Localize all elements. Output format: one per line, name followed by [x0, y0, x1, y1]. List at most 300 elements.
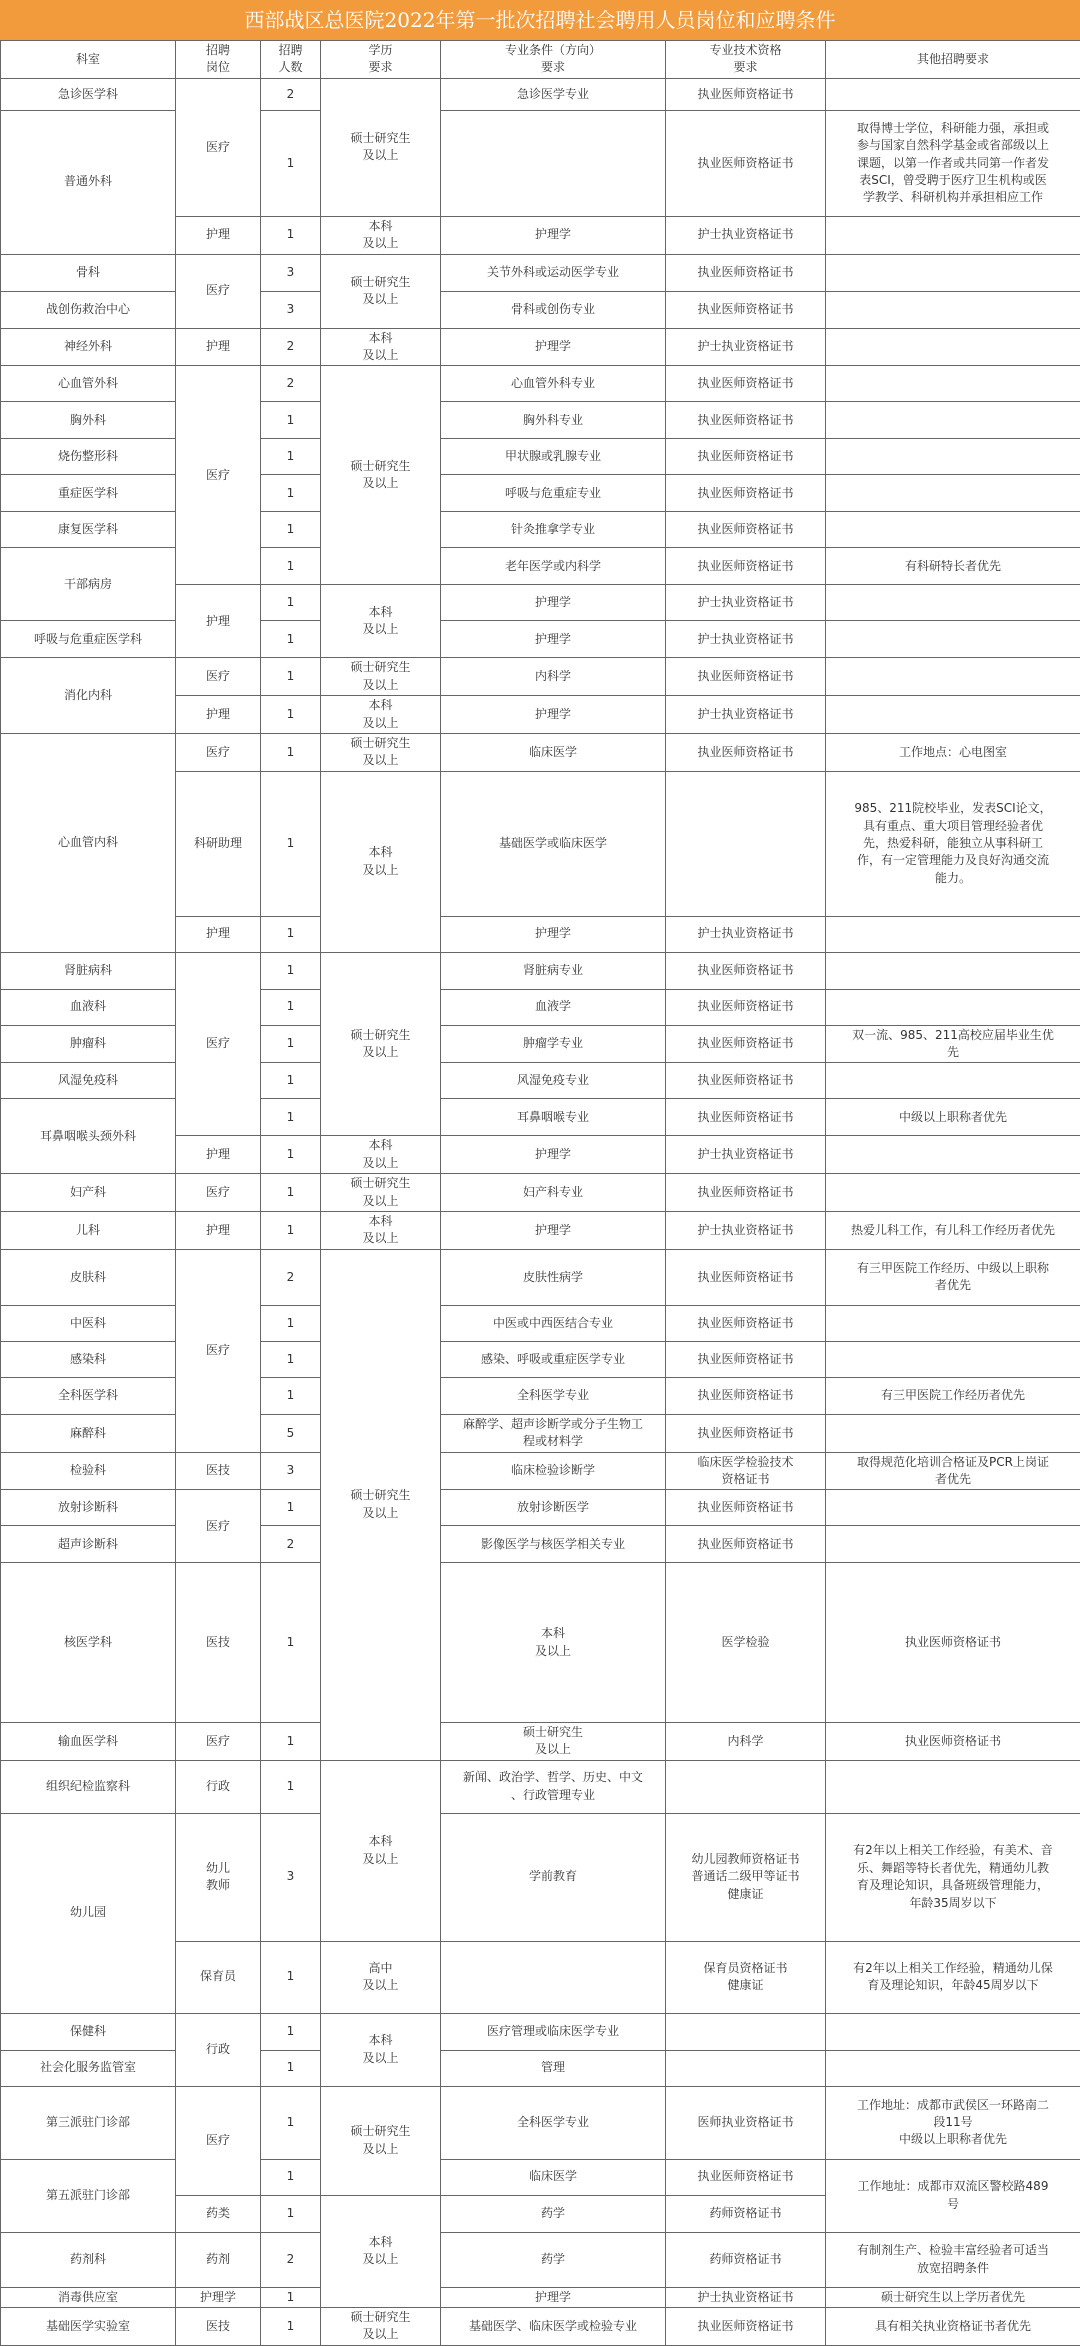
- post-cell: 护理学: [176, 2287, 261, 2307]
- major-cell: 护理学: [441, 621, 666, 658]
- table-row: [1, 1025, 1080, 1063]
- table-row: [1, 1526, 1080, 1563]
- qual-cell: 药师资格证书: [666, 2195, 826, 2232]
- other-cell: 有2年以上相关工作经验，精通幼儿保 育及理论知识，年龄45周岁以下: [826, 1941, 1080, 2013]
- other-cell: 工作地点：心电图室: [826, 733, 1080, 771]
- header-edu: 学历 要求: [321, 41, 441, 79]
- count-cell: 2: [261, 366, 321, 402]
- dept-cell: 战创伤救治中心: [1, 291, 176, 328]
- other-cell: 有三甲医院工作经历者优先: [826, 1377, 1080, 1414]
- count-cell: 2: [261, 1249, 321, 1305]
- other-cell: 有2年以上相关工作经验，有美术、音 乐、舞蹈等特长者优先，精通幼儿教 育及理论知识，具备班级管理能力， 年龄35周岁以下: [826, 1813, 1080, 1941]
- major-cell: 呼吸与危重症专业: [441, 475, 666, 512]
- qual-cell: 执业医师资格证书: [666, 512, 826, 548]
- qual-cell: 执业医师资格证书: [666, 254, 826, 291]
- qual-cell: 执业医师资格证书: [666, 1377, 826, 1414]
- major-cell: 学前教育: [441, 1813, 666, 1941]
- qual-cell: 护士执业资格证书: [666, 1136, 826, 1174]
- post-cell: 行政: [176, 1760, 261, 1813]
- dept-cell: 第五派驻门诊部: [1, 2159, 176, 2232]
- table-row: [1, 1174, 1080, 1212]
- count-cell: 1: [261, 548, 321, 585]
- other-cell: 中级以上职称者优先: [826, 1099, 1080, 1136]
- qual-cell: 执业医师资格证书: [826, 1563, 1080, 1723]
- qual-cell: 执业医师资格证书: [666, 658, 826, 696]
- dept-cell: 肿瘤科: [1, 1025, 176, 1063]
- table-row: [1, 402, 1080, 439]
- table-row: [1, 1377, 1080, 1414]
- major-cell: 药学: [441, 2195, 666, 2232]
- post-cell: 护理: [176, 1212, 261, 1250]
- major-cell: 妇产科专业: [441, 1174, 666, 1212]
- edu-cell: 本科 及以上: [321, 1136, 441, 1174]
- table-row: [1, 1341, 1080, 1377]
- post-cell: 行政: [176, 2013, 261, 2086]
- other-cell: 有三甲医院工作经历、中级以上职称 者优先: [826, 1249, 1080, 1305]
- other-cell: [826, 216, 1080, 254]
- count-cell: 1: [261, 1490, 321, 1526]
- table-row: [1, 1490, 1080, 1526]
- count-cell: 3: [261, 291, 321, 328]
- other-cell: [826, 696, 1080, 734]
- major-cell: 护理学: [441, 1212, 666, 1250]
- count-cell: 2: [261, 78, 321, 110]
- qual-cell: 执业医师资格证书: [666, 1490, 826, 1526]
- other-cell: [826, 1760, 1080, 1813]
- table-row: [1, 2013, 1080, 2050]
- qual-cell: 执业医师资格证书: [666, 733, 826, 771]
- major-cell: 老年医学或内科学: [441, 548, 666, 585]
- qual-cell: 执业医师资格证书: [666, 475, 826, 512]
- edu-cell: 本科 及以上: [321, 216, 441, 254]
- other-cell: [826, 254, 1080, 291]
- major-cell: 皮肤性病学: [441, 1249, 666, 1305]
- major-cell: 临床医学: [441, 2159, 666, 2195]
- edu-cell: 本科 及以上: [321, 2195, 441, 2307]
- qual-cell: 执业医师资格证书: [666, 2308, 826, 2346]
- other-cell: [826, 402, 1080, 439]
- qual-cell: 护士执业资格证书: [666, 328, 826, 366]
- qual-cell: 执业医师资格证书: [666, 1305, 826, 1341]
- post-cell: 医疗: [176, 952, 261, 1136]
- table-row: [1, 658, 1080, 696]
- header-row: [1, 41, 1080, 79]
- major-cell: 肿瘤学专业: [441, 1025, 666, 1063]
- major-cell: 基础医学或临床医学: [441, 771, 666, 916]
- count-cell: 3: [261, 1452, 321, 1490]
- post-cell: 医疗: [176, 658, 261, 696]
- post-cell: 医疗: [176, 2086, 261, 2195]
- edu-cell: 硕士研究生 及以上: [321, 1174, 441, 1212]
- dept-cell: 放射诊断科: [1, 1490, 176, 1526]
- post-cell: 护理: [176, 1136, 261, 1174]
- major-cell: 护理学: [441, 216, 666, 254]
- major-cell: 护理学: [441, 328, 666, 366]
- major-cell: 心血管外科专业: [441, 366, 666, 402]
- major-cell: 骨科或创伤专业: [441, 291, 666, 328]
- edu-cell: 硕士研究生 及以上: [321, 78, 441, 216]
- post-cell: 医疗: [176, 1249, 261, 1452]
- post-cell: 医疗: [176, 1490, 261, 1563]
- count-cell: 1: [261, 475, 321, 512]
- post-cell: 医疗: [176, 733, 261, 771]
- table-row: [1, 1452, 1080, 1490]
- count-cell: 3: [261, 1813, 321, 1941]
- dept-cell: 消化内科: [1, 658, 176, 734]
- dept-cell: 儿科: [1, 1212, 176, 1250]
- qual-cell: 执业医师资格证书: [666, 2159, 826, 2195]
- qual-cell: 护士执业资格证书: [666, 216, 826, 254]
- other-cell: [826, 1305, 1080, 1341]
- table-row: [1, 2086, 1080, 2159]
- table-row: [1, 1305, 1080, 1341]
- dept-cell: 药剂科: [1, 2232, 176, 2287]
- major-cell: 内科学: [441, 658, 666, 696]
- other-cell: [826, 989, 1080, 1025]
- count-cell: 1: [261, 2195, 321, 2232]
- other-cell: [826, 2013, 1080, 2050]
- count-cell: 5: [261, 1414, 321, 1452]
- post-cell: 医疗: [176, 1174, 261, 1212]
- table-row: [1, 328, 1080, 366]
- header-dept: 科室: [1, 41, 176, 79]
- qual-cell: 执业医师资格证书: [666, 952, 826, 989]
- other-cell: [826, 439, 1080, 475]
- dept-cell: 幼儿园: [1, 1813, 176, 2013]
- qual-cell: 护士执业资格证书: [666, 1212, 826, 1250]
- other-cell: 具有相关执业资格证书者优先: [826, 2308, 1080, 2346]
- count-cell: 1: [261, 1212, 321, 1250]
- count-cell: 1: [261, 1063, 321, 1099]
- qual-cell: 执业医师资格证书: [826, 1722, 1080, 1760]
- table-row: [1, 1563, 1080, 1723]
- header-qual: 专业技术资格 要求: [666, 41, 826, 79]
- other-cell: [826, 1414, 1080, 1452]
- dept-cell: 心血管内科: [1, 733, 176, 952]
- major-cell: 肾脏病专业: [441, 952, 666, 989]
- post-cell: 护理: [176, 585, 261, 658]
- edu-cell: 本科 及以上: [321, 328, 441, 366]
- major-cell: 护理学: [441, 916, 666, 952]
- major-cell: 护理学: [441, 696, 666, 734]
- count-cell: 1: [261, 2086, 321, 2159]
- count-cell: 3: [261, 254, 321, 291]
- qual-cell: [666, 2050, 826, 2086]
- table-row: [1, 1813, 1080, 1941]
- major-cell: 基础医学、临床医学或检验专业: [441, 2308, 666, 2346]
- post-cell: 科研助理: [176, 771, 261, 916]
- table-row: [1, 439, 1080, 475]
- post-cell: 医疗: [176, 366, 261, 585]
- count-cell: 1: [261, 512, 321, 548]
- qual-cell: 执业医师资格证书: [666, 1526, 826, 1563]
- count-cell: 1: [261, 1341, 321, 1377]
- dept-cell: 肾脏病科: [1, 952, 176, 989]
- edu-cell: 高中 及以上: [321, 1941, 441, 2013]
- post-cell: 医技: [176, 1452, 261, 1490]
- dept-cell: 普通外科: [1, 110, 176, 254]
- count-cell: 1: [261, 585, 321, 621]
- post-cell: 医技: [176, 2308, 261, 2346]
- other-cell: [826, 512, 1080, 548]
- table-row: [1, 989, 1080, 1025]
- other-cell: [826, 585, 1080, 621]
- post-cell: 护理: [176, 696, 261, 734]
- qual-cell: 幼儿园教师资格证书 普通话二级甲等证书 健康证: [666, 1813, 826, 1941]
- table-row: [1, 475, 1080, 512]
- other-cell: [826, 658, 1080, 696]
- qual-cell: 执业医师资格证书: [666, 1025, 826, 1063]
- header-count: 招聘 人数: [261, 41, 321, 79]
- dept-cell: 检验科: [1, 1452, 176, 1490]
- edu-cell: 硕士研究生 及以上: [321, 658, 441, 696]
- qual-cell: 临床医学检验技术 资格证书: [666, 1452, 826, 1490]
- other-cell: 有科研特长者优先: [826, 548, 1080, 585]
- count-cell: 1: [261, 771, 321, 916]
- major-cell: [441, 110, 666, 216]
- count-cell: 1: [261, 916, 321, 952]
- qual-cell: 执业医师资格证书: [666, 1414, 826, 1452]
- major-cell: 中医或中西医结合专业: [441, 1305, 666, 1341]
- qual-cell: 执业医师资格证书: [666, 989, 826, 1025]
- edu-cell: 硕士研究生 及以上: [321, 254, 441, 328]
- count-cell: 1: [261, 1377, 321, 1414]
- dept-cell: 重症医学科: [1, 475, 176, 512]
- other-cell: 工作地址：成都市武侯区一环路南二 段11号 中级以上职称者优先: [826, 2086, 1080, 2159]
- count-cell: 1: [261, 1136, 321, 1174]
- table-row: [1, 254, 1080, 291]
- major-cell: 针灸推拿学专业: [441, 512, 666, 548]
- qual-cell: 执业医师资格证书: [666, 366, 826, 402]
- major-cell: 感染、呼吸或重症医学专业: [441, 1341, 666, 1377]
- post-cell: 护理: [176, 328, 261, 366]
- count-cell: 1: [261, 1760, 321, 1813]
- qual-cell: 执业医师资格证书: [666, 1174, 826, 1212]
- table-row: [1, 2232, 1080, 2287]
- dept-cell: 消毒供应室: [1, 2287, 176, 2307]
- edu-cell: 硕士研究生 及以上: [321, 2086, 441, 2195]
- qual-cell: 执业医师资格证书: [666, 110, 826, 216]
- dept-cell: 胸外科: [1, 402, 176, 439]
- count-cell: 1: [261, 110, 321, 216]
- qual-cell: 执业医师资格证书: [666, 1099, 826, 1136]
- other-cell: 985、211院校毕业，发表SCI论文， 具有重点、重大项目管理经验者优 先，热爱科研，能独立从事科研工 作，有一定管理能力及良好沟通交流 能力。: [826, 771, 1080, 916]
- count-cell: 1: [261, 439, 321, 475]
- count-cell: 1: [261, 621, 321, 658]
- other-cell: 有制剂生产、检验丰富经验者可适当 放宽招聘条件: [826, 2232, 1080, 2287]
- edu-cell: 本科 及以上: [321, 2013, 441, 2086]
- major-cell: 医学检验: [666, 1563, 826, 1723]
- other-cell: 工作地址：成都市双流区警校路489 号: [826, 2159, 1080, 2232]
- dept-cell: 神经外科: [1, 328, 176, 366]
- dept-cell: 风湿免疫科: [1, 1063, 176, 1099]
- table-row: [1, 366, 1080, 402]
- qual-cell: 医师执业资格证书: [666, 2086, 826, 2159]
- qual-cell: 护士执业资格证书: [666, 585, 826, 621]
- other-cell: [826, 1526, 1080, 1563]
- table-row: [1, 110, 1080, 216]
- count-cell: 1: [261, 1305, 321, 1341]
- post-cell: 药剂: [176, 2232, 261, 2287]
- table-row: [1, 2050, 1080, 2086]
- dept-cell: 第三派驻门诊部: [1, 2086, 176, 2159]
- dept-cell: 烧伤整形科: [1, 439, 176, 475]
- count-cell: 1: [261, 952, 321, 989]
- post-cell: 医疗: [176, 254, 261, 328]
- dept-cell: 麻醉科: [1, 1414, 176, 1452]
- major-cell: 影像医学与核医学相关专业: [441, 1526, 666, 1563]
- edu-cell: 硕士研究生 及以上: [321, 952, 441, 1136]
- count-cell: 1: [261, 1563, 321, 1723]
- qual-cell: 执业医师资格证书: [666, 1063, 826, 1099]
- post-cell: 医技: [176, 1563, 261, 1723]
- major-cell: 临床检验诊断学: [441, 1452, 666, 1490]
- edu-cell: 本科 及以上: [321, 1212, 441, 1250]
- qual-cell: 护士执业资格证书: [666, 2287, 826, 2307]
- post-cell: 幼儿 教师: [176, 1813, 261, 1941]
- qual-cell: 执业医师资格证书: [666, 548, 826, 585]
- post-cell: 药类: [176, 2195, 261, 2232]
- table-row: [1, 1249, 1080, 1305]
- count-cell: 1: [261, 1722, 321, 1760]
- major-cell: [441, 1941, 666, 2013]
- qual-cell: [666, 1760, 826, 1813]
- other-cell: [826, 78, 1080, 110]
- table-row: [1, 1099, 1080, 1136]
- dept-cell: 超声诊断科: [1, 1526, 176, 1563]
- table-row: [1, 1212, 1080, 1250]
- other-cell: [826, 1063, 1080, 1099]
- dept-cell: 急诊医学科: [1, 78, 176, 110]
- other-cell: [826, 328, 1080, 366]
- other-cell: 热爱儿科工作，有儿科工作经历者优先: [826, 1212, 1080, 1250]
- table-row: [1, 1760, 1080, 1813]
- dept-cell: 妇产科: [1, 1174, 176, 1212]
- table-row: [1, 2287, 1080, 2307]
- qual-cell: 执业医师资格证书: [666, 439, 826, 475]
- edu-cell: 硕士研究生 及以上: [441, 1722, 666, 1760]
- table-row: [1, 291, 1080, 328]
- qual-cell: 执业医师资格证书: [666, 1249, 826, 1305]
- table-row: [1, 1722, 1080, 1760]
- major-cell: 血液学: [441, 989, 666, 1025]
- other-cell: [826, 1490, 1080, 1526]
- count-cell: 1: [261, 989, 321, 1025]
- major-cell: 全科医学专业: [441, 2086, 666, 2159]
- dept-cell: 输血医学科: [1, 1722, 176, 1760]
- count-cell: 1: [261, 658, 321, 696]
- count-cell: 2: [261, 1526, 321, 1563]
- edu-cell: 本科 及以上: [441, 1563, 666, 1723]
- count-cell: 1: [261, 216, 321, 254]
- count-cell: 1: [261, 1941, 321, 2013]
- post-cell: 护理: [176, 916, 261, 952]
- dept-cell: 组织纪检监察科: [1, 1760, 176, 1813]
- other-cell: [826, 2050, 1080, 2086]
- qual-cell: 执业医师资格证书: [666, 291, 826, 328]
- other-cell: [826, 475, 1080, 512]
- major-cell: 管理: [441, 2050, 666, 2086]
- dept-cell: 耳鼻咽喉头颈外科: [1, 1099, 176, 1174]
- dept-cell: 呼吸与危重症医学科: [1, 621, 176, 658]
- edu-cell: 本科 及以上: [321, 771, 441, 952]
- qual-cell: 执业医师资格证书: [666, 1341, 826, 1377]
- table-row: [1, 1063, 1080, 1099]
- major-cell: 护理学: [441, 585, 666, 621]
- other-cell: [826, 291, 1080, 328]
- major-cell: 护理学: [441, 2287, 666, 2307]
- qual-cell: [666, 2013, 826, 2050]
- other-cell: [826, 366, 1080, 402]
- count-cell: 1: [261, 1099, 321, 1136]
- major-cell: 护理学: [441, 1136, 666, 1174]
- major-cell: 麻醉学、超声诊断学或分子生物工 程或材料学: [441, 1414, 666, 1452]
- header-major: 专业条件（方向） 要求: [441, 41, 666, 79]
- post-cell: 保育员: [176, 1941, 261, 2013]
- other-cell: 双一流、985、211高校应届毕业生优 先: [826, 1025, 1080, 1063]
- qual-cell: [666, 771, 826, 916]
- major-cell: 全科医学专业: [441, 1377, 666, 1414]
- qual-cell: 保育员资格证书 健康证: [666, 1941, 826, 2013]
- edu-cell: 本科 及以上: [321, 696, 441, 734]
- count-cell: 1: [261, 2159, 321, 2195]
- count-cell: 1: [261, 402, 321, 439]
- other-cell: 硕士研究生以上学历者优先: [826, 2287, 1080, 2307]
- major-cell: 急诊医学专业: [441, 78, 666, 110]
- qual-cell: 护士执业资格证书: [666, 916, 826, 952]
- other-cell: 取得博士学位，科研能力强，承担或 参与国家自然科学基金或省部级以上 课题，以第一作者或共同第一作者发 表SCI，曾受聘于医疗卫生机构或医 学教学、科研机构并承担相应工作: [826, 110, 1080, 216]
- qual-cell: 执业医师资格证书: [666, 402, 826, 439]
- count-cell: 1: [261, 2013, 321, 2050]
- other-cell: [826, 952, 1080, 989]
- count-cell: 1: [261, 733, 321, 771]
- dept-cell: 干部病房: [1, 548, 176, 621]
- major-cell: 医疗管理或临床医学专业: [441, 2013, 666, 2050]
- table-row: [1, 78, 1080, 110]
- other-cell: [826, 621, 1080, 658]
- other-cell: [826, 916, 1080, 952]
- edu-cell: 硕士研究生 及以上: [321, 366, 441, 585]
- count-cell: 1: [261, 2308, 321, 2346]
- dept-cell: 全科医学科: [1, 1377, 176, 1414]
- dept-cell: 社会化服务监管室: [1, 2050, 176, 2086]
- major-cell: 药学: [441, 2232, 666, 2287]
- page-title: 西部战区总医院2022年第一批次招聘社会聘用人员岗位和应聘条件: [0, 0, 1080, 40]
- dept-cell: 基础医学实验室: [1, 2308, 176, 2346]
- major-cell: 耳鼻咽喉专业: [441, 1099, 666, 1136]
- dept-cell: 核医学科: [1, 1563, 176, 1723]
- qual-cell: 执业医师资格证书: [666, 78, 826, 110]
- edu-cell: 硕士研究生 及以上: [321, 733, 441, 771]
- dept-cell: 皮肤科: [1, 1249, 176, 1305]
- table-row: [1, 1414, 1080, 1452]
- count-cell: 1: [261, 1025, 321, 1063]
- count-cell: 1: [261, 2287, 321, 2307]
- dept-cell: 骨科: [1, 254, 176, 291]
- dept-cell: 保健科: [1, 2013, 176, 2050]
- table-row: [1, 733, 1080, 771]
- other-cell: 取得规范化培训合格证及PCR上岗证 者优先: [826, 1452, 1080, 1490]
- major-cell: 内科学: [666, 1722, 826, 1760]
- count-cell: 1: [261, 2050, 321, 2086]
- edu-cell: 本科 及以上: [321, 585, 441, 658]
- header-post: 招聘 岗位: [176, 41, 261, 79]
- qual-cell: 护士执业资格证书: [666, 621, 826, 658]
- count-cell: 1: [261, 1174, 321, 1212]
- count-cell: 2: [261, 2232, 321, 2287]
- major-cell: 胸外科专业: [441, 402, 666, 439]
- count-cell: 2: [261, 328, 321, 366]
